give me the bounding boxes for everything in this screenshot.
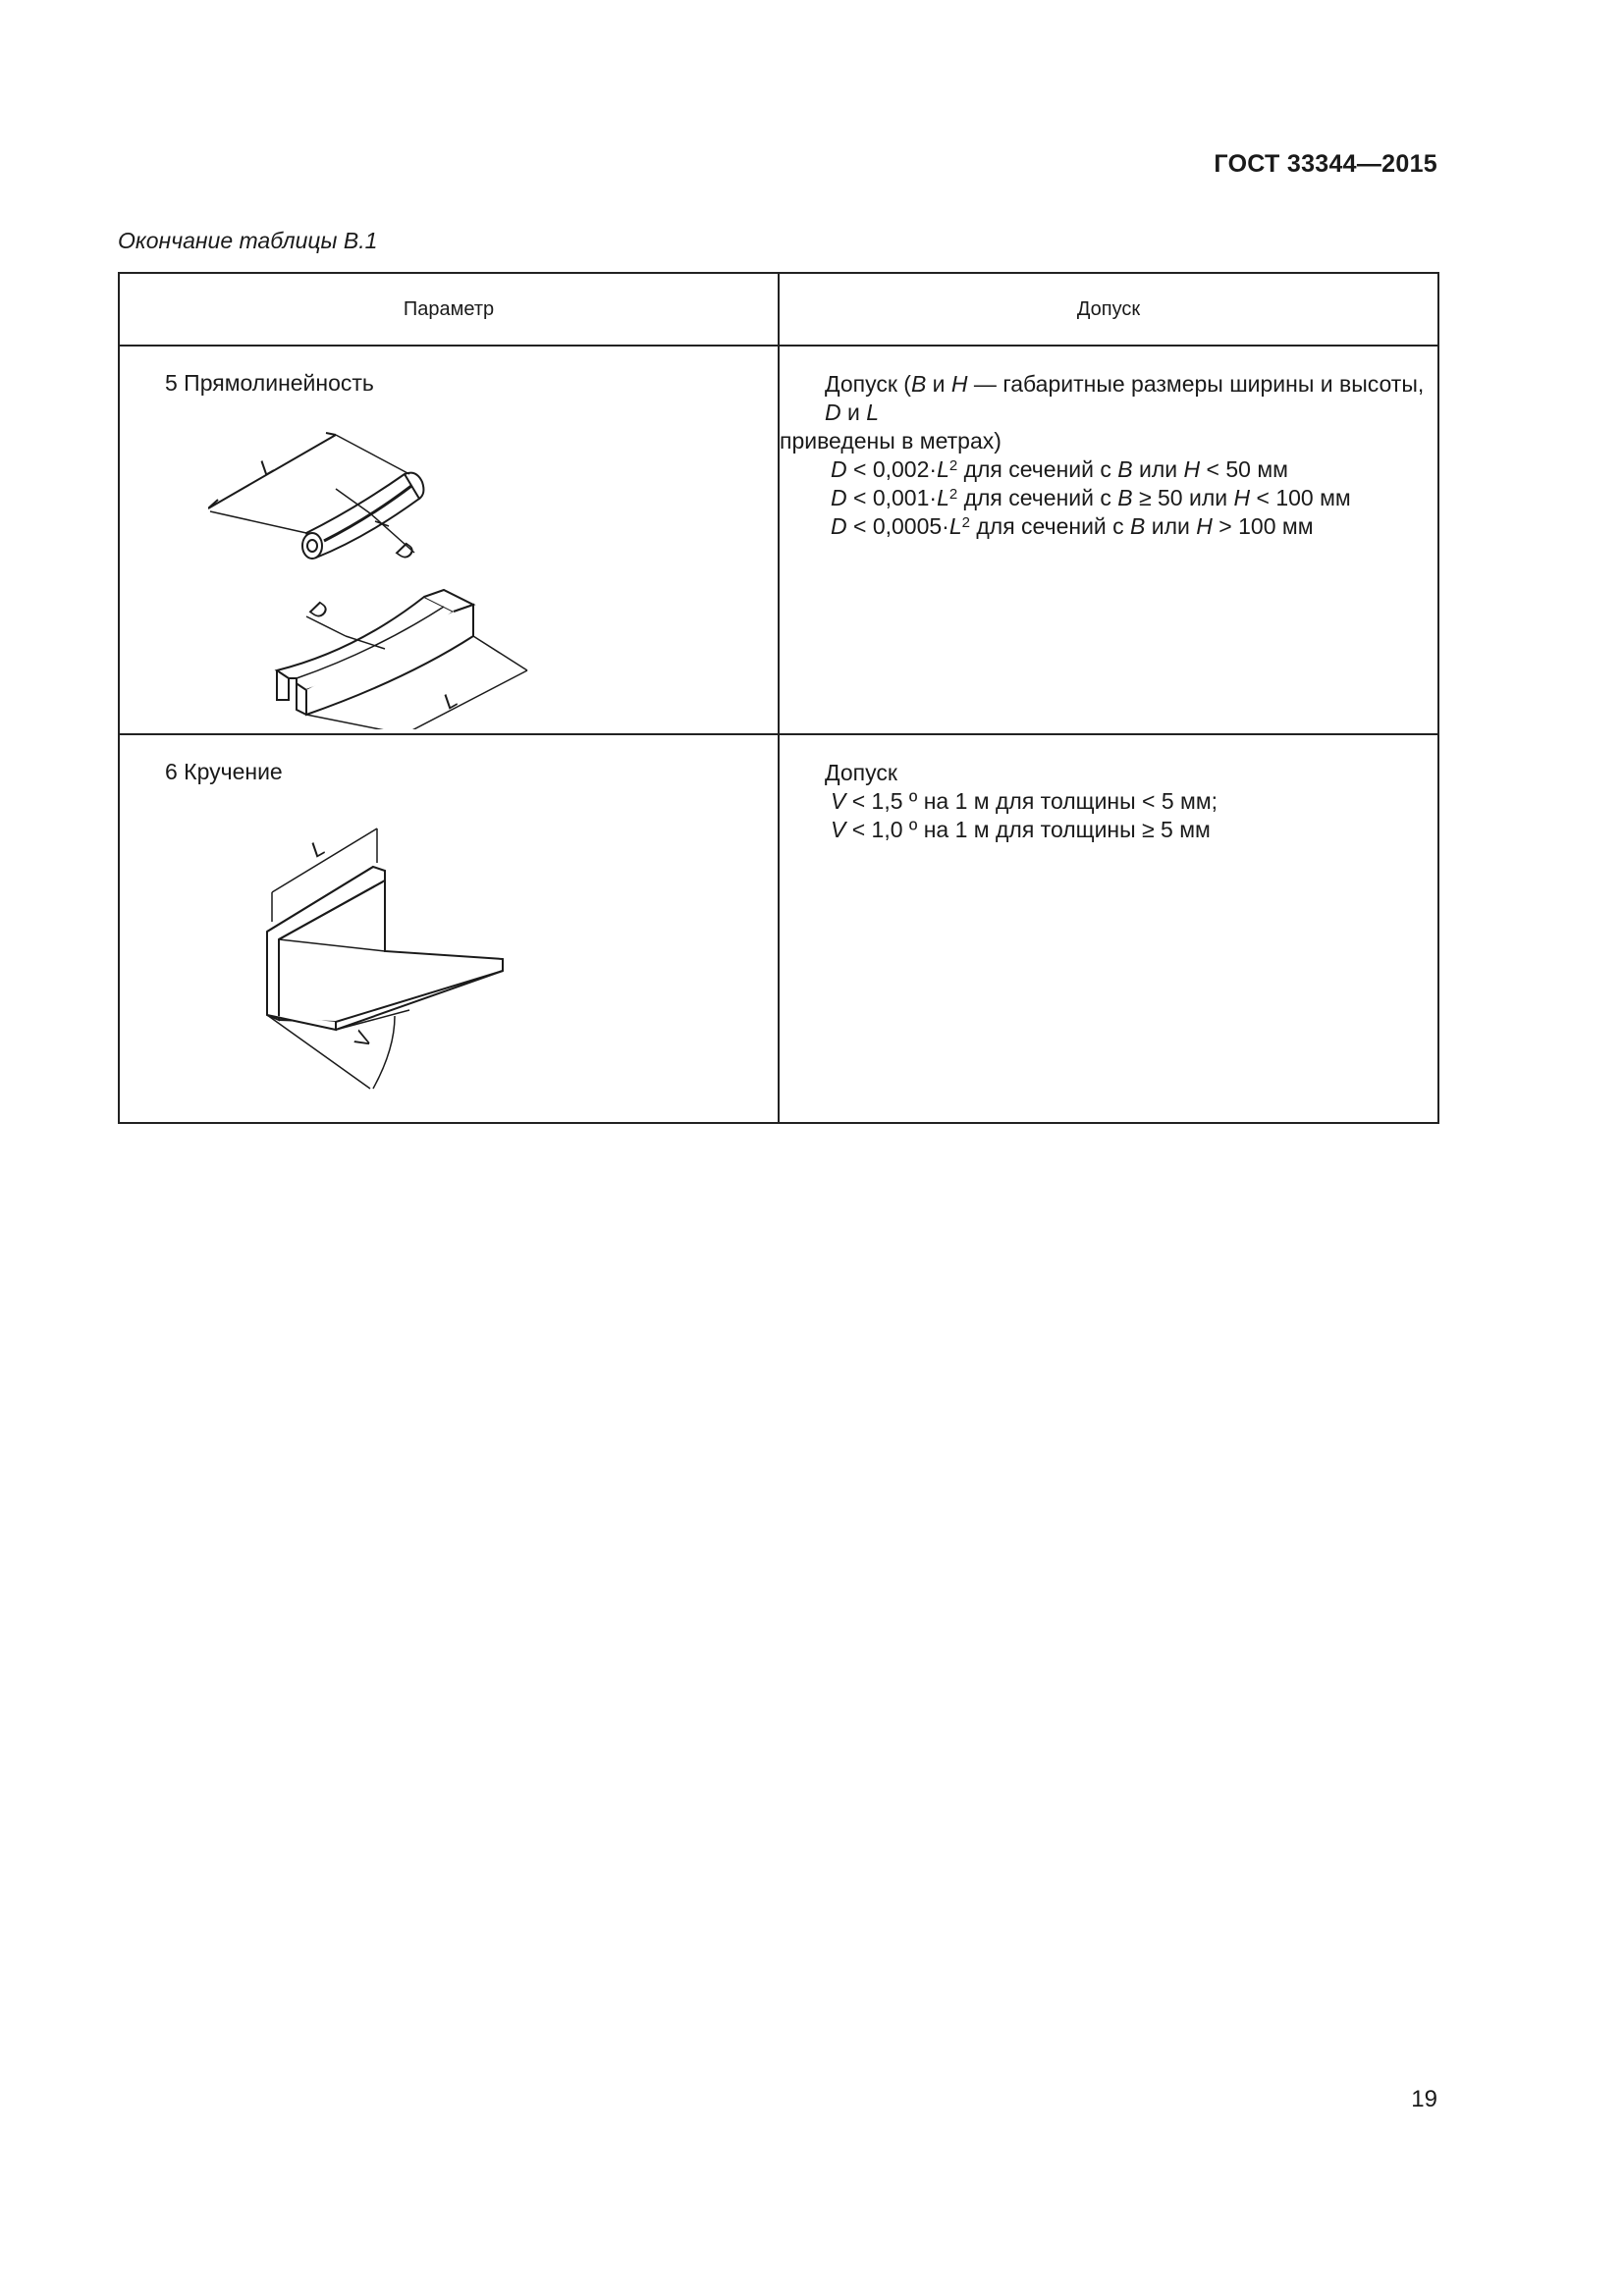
angle-profile-drawing (267, 828, 503, 1089)
page-number: 19 (1411, 2086, 1437, 2112)
header-parameter: Параметр (119, 273, 779, 346)
tol-intro: Допуск ( (825, 371, 911, 397)
tol-mid: — габаритные размеры ширины и высоты, (967, 371, 1425, 397)
label-L-tube: L (255, 453, 279, 481)
label-V-angle: V (349, 1029, 377, 1051)
header-tolerance: Допуск (779, 273, 1438, 346)
tol-line: V < 1,0 º на 1 м для толщины ≥ 5 мм (831, 817, 1211, 842)
tol-and: и (840, 400, 867, 425)
tol-and: и (926, 371, 951, 397)
tol-continuation: приведены в метрах) (780, 428, 1001, 454)
tolerance-text (780, 735, 1437, 844)
symbol-H: H (950, 371, 968, 397)
param-label: 5 Прямолинейность (165, 370, 374, 396)
symbol-B: B (910, 371, 927, 397)
straightness-figure (208, 415, 621, 729)
param-label: 6 Кручение (165, 759, 283, 784)
tol-line: $D < 0,002\cdot L^2$ для сечений с B или H < 50 мм (831, 456, 1288, 482)
param-cell-straightness (119, 346, 779, 734)
label-L-channel: L (439, 686, 462, 715)
twist-figure (247, 794, 562, 1118)
table-caption: Окончание таблицы В.1 (118, 228, 378, 253)
table-row (119, 734, 1438, 1123)
table-header-row (119, 273, 1438, 346)
tol-line: $D < 0,001\cdot L^2$ для сечений с B ≥ 50 или H < 100 мм (831, 485, 1351, 510)
tolerance-text (780, 347, 1437, 541)
tol-line: V < 1,5 º на 1 м для толщины < 5 мм; (831, 788, 1218, 814)
label-L-angle: L (306, 834, 330, 863)
tolerance-cell-straightness (779, 346, 1438, 734)
tol-intro: Допуск (825, 760, 897, 785)
tube-drawing (208, 433, 423, 559)
table-row (119, 346, 1438, 734)
label-D-channel: D (305, 595, 333, 625)
symbol-D: D (825, 400, 841, 425)
tolerance-table (118, 272, 1439, 1124)
label-D-tube: D (392, 536, 419, 566)
tolerance-cell-twist (779, 734, 1438, 1123)
document-code: ГОСТ 33344—2015 (1214, 150, 1437, 178)
tol-line: $D < 0,0005\cdot L^2$ для сечений с B или H > 100 мм (831, 513, 1314, 539)
param-cell-twist (119, 734, 779, 1123)
symbol-L: L (866, 400, 880, 425)
